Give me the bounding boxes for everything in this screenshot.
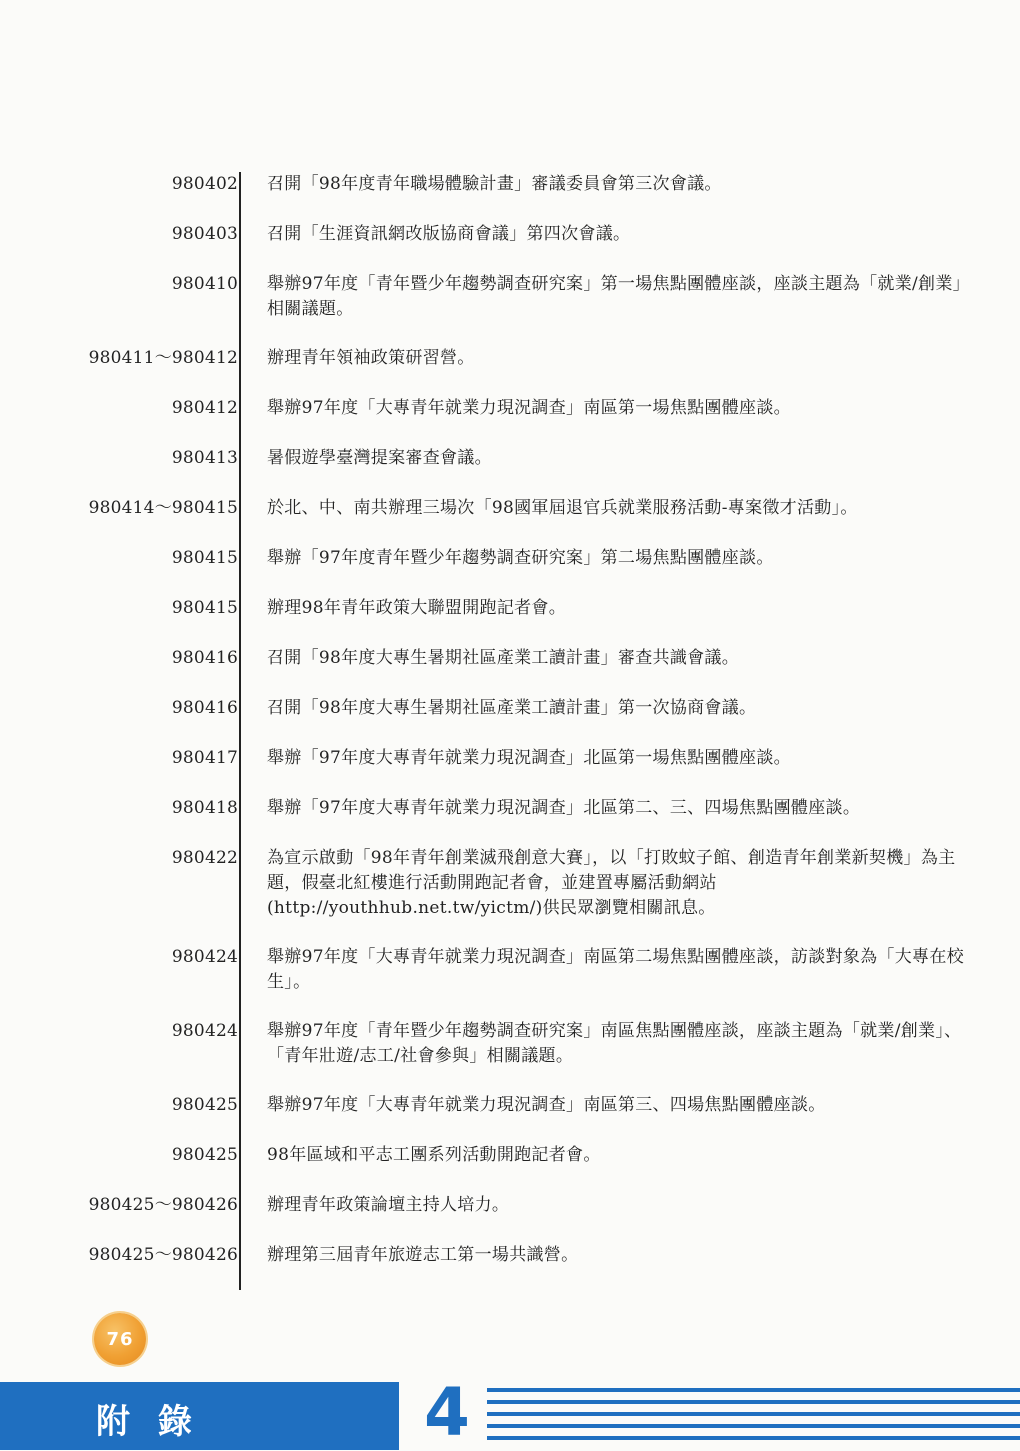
entry-date: 980425～980426 [88, 1245, 238, 1265]
timeline-entry [0, 646, 1020, 671]
timeline-entry [0, 496, 1020, 521]
page-number-badge: 76 [94, 1313, 146, 1365]
entry-date: 980402 [171, 174, 238, 194]
timeline-entry [0, 1243, 1020, 1268]
entry-date: 980411～980412 [88, 348, 238, 368]
timeline-entry [0, 1143, 1020, 1168]
entry-text: 舉辦「97年度大專青年就業力現況調查」北區第一場焦點團體座談。 [267, 748, 791, 768]
timeline-entry [0, 796, 1020, 821]
entry-date: 980417 [171, 748, 238, 768]
entry-text: 舉辦97年度「大專青年就業力現況調查」南區第一場焦點團體座談。 [267, 398, 791, 418]
timeline-entry [0, 696, 1020, 721]
entry-date: 980424 [171, 947, 238, 967]
entry-text: 辦理第三屆青年旅遊志工第一場共識營。 [267, 1245, 579, 1265]
timeline-entry [0, 746, 1020, 771]
timeline-entry [0, 172, 1020, 197]
entry-text: 辦理青年領袖政策研習營。 [267, 348, 475, 368]
entry-text: 舉辦97年度「大專青年就業力現況調查」南區第二場焦點團體座談，訪談對象為「大專在校生」。 [267, 947, 964, 992]
entry-date: 980403 [171, 224, 238, 244]
entry-text: 舉辦「97年度青年暨少年趨勢調查研究案」第二場焦點團體座談。 [267, 548, 774, 568]
entry-text: 召開「98年度大專生暑期社區產業工讀計畫」審查共識會議。 [267, 648, 740, 668]
timeline-entry [0, 222, 1020, 247]
entry-text: 98年區域和平志工團系列活動開跑記者會。 [267, 1145, 601, 1165]
stripe [487, 1424, 1020, 1428]
stripe [487, 1400, 1020, 1404]
chapter-number: 4 [424, 1374, 470, 1451]
entry-date: 980415 [171, 598, 238, 618]
timeline-entry [0, 1093, 1020, 1118]
stripe [487, 1388, 1020, 1392]
entry-date: 980422 [171, 848, 238, 868]
entry-date: 980410 [171, 274, 238, 294]
timeline-entry [0, 396, 1020, 421]
entry-date: 980412 [171, 398, 238, 418]
timeline-entry [0, 272, 1020, 322]
entry-text: 辦理98年青年政策大聯盟開跑記者會。 [267, 598, 567, 618]
entry-text: 舉辦97年度「青年暨少年趨勢調查研究案」第一場焦點團體座談，座談主題為「就業/創業」相關議題。 [267, 274, 970, 319]
entry-text: 暑假遊學臺灣提案審查會議。 [267, 448, 492, 468]
timeline-entry [0, 446, 1020, 471]
entry-text: 召開「98年度大專生暑期社區產業工讀計畫」第一次協商會議。 [267, 698, 757, 718]
stripe [487, 1436, 1020, 1440]
entry-date: 980416 [171, 648, 238, 668]
timeline-entry [0, 596, 1020, 621]
stripe [487, 1412, 1020, 1416]
footer-banner [0, 1374, 1020, 1451]
entry-date: 980418 [171, 798, 238, 818]
appendix-title: 附 錄 [96, 1402, 200, 1442]
timeline-list [0, 172, 1020, 1293]
entry-date: 980414～980415 [88, 498, 238, 518]
timeline-entry [0, 945, 1020, 995]
entry-text: 舉辦97年度「大專青年就業力現況調查」南區第三、四場焦點團體座談。 [267, 1095, 826, 1115]
entry-text: 舉辦「97年度大專青年就業力現況調查」北區第二、三、四場焦點團體座談。 [267, 798, 861, 818]
timeline-entry [0, 1193, 1020, 1218]
timeline-entry [0, 546, 1020, 571]
footer-stripes [487, 1382, 1020, 1450]
entry-date: 980415 [171, 548, 238, 568]
entry-text: 為宣示啟動「98年青年創業滅飛創意大賽」，以「打敗蚊子館、創造青年創業新契機」為主題，假臺北紅樓進行活動開跑記者會，並建置專屬活動網站(http://youthhub.net.tw/yictm/)供民眾瀏覽相關訊息。 [267, 848, 956, 918]
entry-date: 980413 [171, 448, 238, 468]
entry-text: 召開「98年度青年職場體驗計畫」審議委員會第三次會議。 [267, 174, 722, 194]
entry-text: 召開「生涯資訊網改版協商會議」第四次會議。 [267, 224, 631, 244]
entry-text: 於北、中、南共辦理三場次「98國軍屆退官兵就業服務活動-專案徵才活動」。 [267, 498, 858, 518]
footer-title-block [0, 1382, 399, 1450]
entry-date: 980424 [171, 1021, 238, 1041]
timeline-entry [0, 1019, 1020, 1069]
entry-text: 辦理青年政策論壇主持人培力。 [267, 1195, 510, 1215]
entry-date: 980425 [171, 1095, 238, 1115]
entry-date: 980416 [171, 698, 238, 718]
timeline-entry [0, 846, 1020, 921]
entry-date: 980425～980426 [88, 1195, 238, 1215]
timeline-entry [0, 346, 1020, 371]
entry-date: 980425 [171, 1145, 238, 1165]
entry-text: 舉辦97年度「青年暨少年趨勢調查研究案」南區焦點團體座談，座談主題為「就業/創業」、「青年壯遊/志工/社會參與」相關議題。 [267, 1021, 962, 1066]
